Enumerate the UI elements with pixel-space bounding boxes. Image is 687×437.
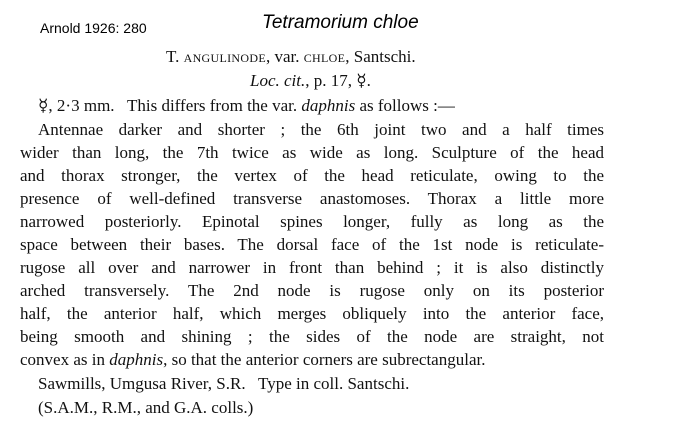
description-line: arched transversely. The 2nd node is rugose only on its posterior [20, 281, 604, 300]
opening-end: as follows :— [359, 96, 455, 115]
taxon-variety: chloe [303, 47, 346, 66]
citation-label: Arnold 1926: 280 [40, 20, 147, 36]
compared-variety: daphnis [301, 96, 356, 115]
taxon-rank: , var. [265, 47, 300, 66]
description-final-line [20, 349, 485, 371]
collections-line: (S.A.M., R.M., and G.A. colls.) [38, 398, 254, 417]
description-line: Antennae darker and shorter ; the 6th joint two and a half times [38, 120, 604, 139]
taxon-species: angulinode [183, 47, 266, 66]
page-title: Tetramorium chloe [262, 12, 419, 33]
taxon-heading [166, 46, 416, 68]
final-italic: daphnis [109, 350, 164, 369]
description-opening [38, 95, 455, 117]
description-line: wider than long, the 7th twice as wide as long. Sculpture of the head [20, 143, 604, 162]
description-line: presence of well-defined transverse anastomoses. Thorax a little more [20, 189, 604, 208]
description-line: narrowed posteriorly. Epinotal spines longer, fully as long as the [20, 212, 604, 231]
description-line: space between their bases. The dorsal face of the 1st node is reticulate- [20, 235, 604, 254]
description-line: and thorax stronger, the vertex of the head reticulate, owing to the [20, 166, 604, 185]
loc-cit: Loc. cit. [250, 71, 306, 90]
description-line: rugose all over and narrower in front than behind ; it is also distinctly [20, 258, 604, 277]
taxon-author: , Santschi. [345, 47, 416, 66]
reference-page: , p. 17, ☿. [305, 71, 371, 90]
description-line: half, the anterior half, which merges obliquely into the anterior face, [20, 304, 604, 323]
description-line: being smooth and shining ; the sides of the node are straight, not [20, 327, 604, 346]
locality-line: Sawmills, Umgusa River, S.R. Type in coll. Santschi. [38, 374, 410, 393]
reference-line [250, 70, 371, 92]
opening-text: ☿, 2·3 mm. This differs from the var. [38, 96, 298, 115]
final-start: convex as in [20, 350, 105, 369]
taxon-prefix: T. [166, 47, 180, 66]
final-end: , so that the anterior corners are subrectangular. [163, 350, 486, 369]
